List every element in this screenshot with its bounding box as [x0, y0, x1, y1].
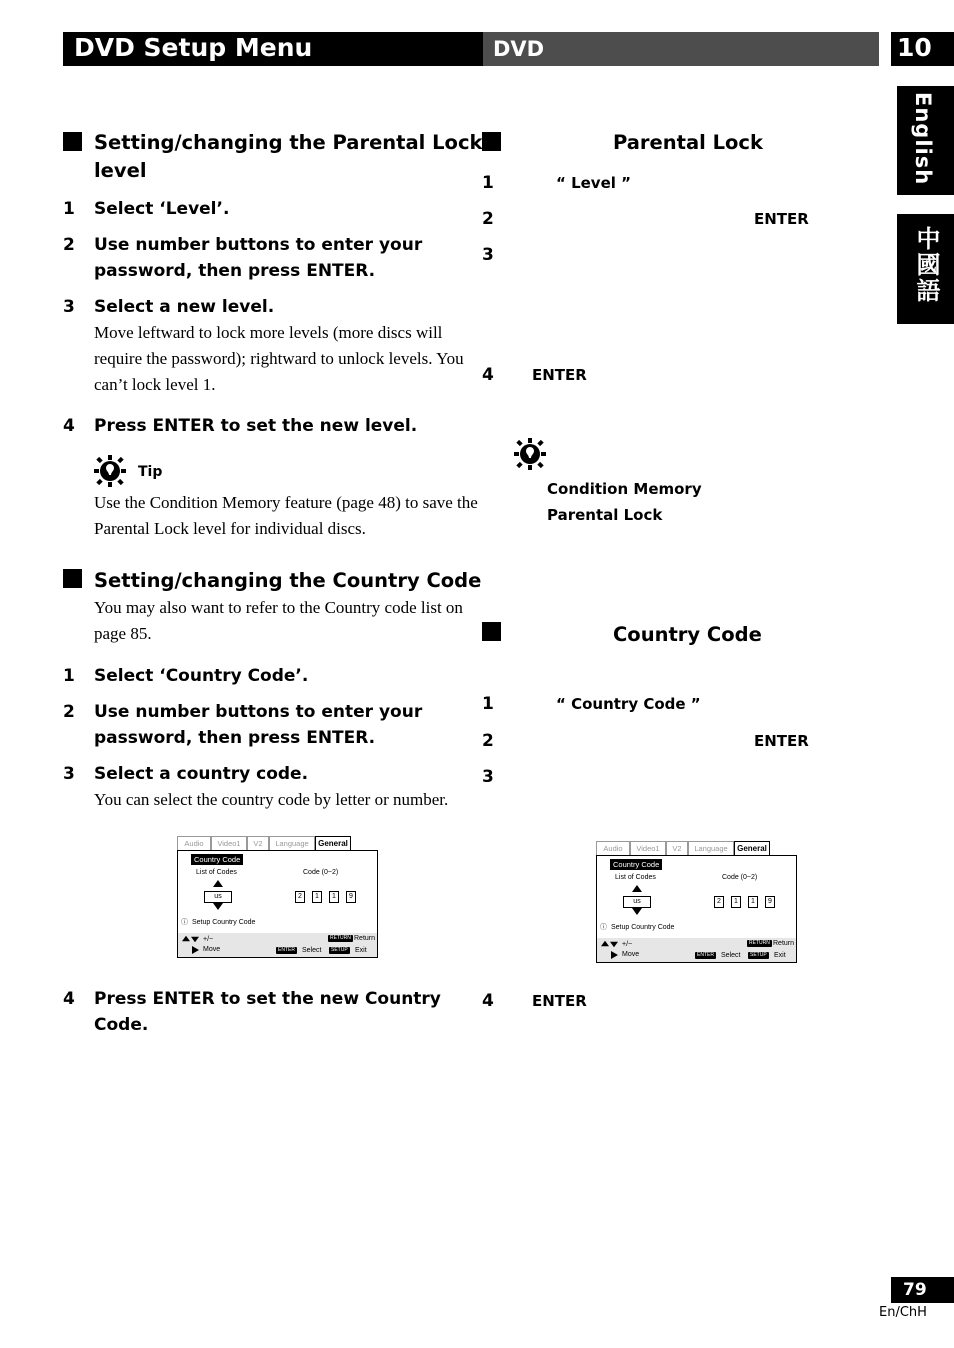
list-of-codes-label: List of Codes	[196, 869, 237, 876]
move-label: Move	[622, 951, 640, 958]
section-marker	[63, 569, 82, 588]
code-label: Code (0~2)	[303, 869, 339, 876]
info-icon: ⓘ	[181, 919, 188, 926]
tip-text: Use the Condition Memory feature (page 48) to save the	[94, 493, 478, 512]
intro-text: page 85.	[94, 624, 152, 643]
select-label: Select	[302, 947, 322, 954]
step-number: 1	[482, 694, 494, 714]
screen-tab-v2: V2	[247, 836, 269, 850]
plus-minus-label: +/−	[203, 936, 214, 943]
page-title: DVD Setup Menu	[74, 33, 313, 62]
step-number: 4	[482, 991, 494, 1011]
plus-minus-label: +/−	[622, 941, 633, 948]
step-number: 2	[482, 209, 494, 229]
info-icon: ⓘ	[600, 924, 607, 931]
step-text: Select ‘Level’.	[94, 199, 230, 219]
step-text: Code.	[94, 1015, 149, 1035]
setup-screen	[596, 841, 797, 963]
step-text: ENTER	[532, 992, 587, 1010]
tip-text: Parental Lock	[547, 506, 663, 524]
arrow-up-icon	[601, 941, 609, 947]
screen-tab-general: General	[734, 841, 770, 855]
arrow-down-icon	[191, 937, 199, 943]
move-label: Move	[203, 946, 221, 953]
intro-text: You may also want to refer to the Country code list on	[94, 598, 463, 617]
exit-label: Exit	[355, 947, 367, 954]
step-text: Select a new level.	[94, 297, 275, 317]
screen-tab-language: Language	[269, 836, 315, 850]
return-label: Return	[773, 940, 795, 947]
code-label: Code (0~2)	[722, 874, 758, 881]
step-description: Move leftward to lock more levels (more discs will	[94, 323, 443, 342]
section-heading: Country Code	[613, 623, 762, 646]
info-text: Setup Country Code	[192, 919, 256, 926]
arrow-right-icon	[611, 951, 618, 959]
step-number: 1	[482, 173, 494, 193]
enter-key: ENTER	[278, 947, 295, 953]
return-label: Return	[354, 935, 376, 942]
section-marker	[482, 132, 501, 151]
setup-key: SETUP	[331, 947, 348, 953]
arrow-down-icon	[213, 903, 223, 910]
arrow-up-icon	[213, 880, 223, 887]
screen-title: Country Code	[610, 859, 662, 870]
step-text: password, then press ENTER.	[94, 261, 376, 281]
page-number: 79	[903, 1280, 927, 1300]
arrow-down-icon	[632, 908, 642, 915]
code-digit: 9	[765, 896, 775, 908]
step-text: password, then press ENTER.	[94, 728, 376, 748]
header-dvd-label: DVD	[493, 37, 545, 61]
setup-key: SETUP	[750, 952, 767, 958]
arrow-right-icon	[192, 946, 199, 954]
step-text: “ Country Code ”	[556, 695, 701, 713]
screen-tab-video1: Video1	[630, 841, 666, 855]
screen-tab-video1: Video1	[211, 836, 247, 850]
code-digit: 2	[714, 896, 724, 908]
code-digit: 1	[329, 891, 339, 903]
step-text: Press ENTER to set the new Country	[94, 989, 441, 1009]
step-number: 3	[482, 767, 494, 787]
lightbulb-icon	[94, 455, 126, 487]
code-value: us	[623, 896, 651, 908]
enter-key: ENTER	[697, 952, 714, 958]
select-label: Select	[721, 952, 741, 959]
code-digit: 2	[295, 891, 305, 903]
arrow-up-icon	[632, 885, 642, 892]
screen-tab-audio: Audio	[177, 836, 211, 850]
return-key: RETURN	[749, 940, 770, 946]
step-text: Use number buttons to enter your	[94, 235, 423, 255]
tab-chinese-label: 中國語	[912, 226, 940, 304]
return-key: RETURN	[330, 935, 351, 941]
step-text: Use number buttons to enter your	[94, 702, 423, 722]
code-digit: 1	[748, 896, 758, 908]
info-text: Setup Country Code	[611, 924, 675, 931]
step-text: ENTER	[532, 366, 587, 384]
screen-control-bar	[178, 933, 377, 957]
step-number: 1	[63, 666, 75, 686]
page-number-badge	[891, 1277, 954, 1303]
step-text: ENTER	[754, 210, 809, 228]
step-description: You can select the country code by letter or number.	[94, 790, 449, 809]
section-marker	[482, 622, 501, 641]
step-number: 3	[63, 297, 75, 317]
code-value: us	[204, 891, 232, 903]
step-number: 3	[482, 245, 494, 265]
section-heading: Setting/changing the Country Code	[94, 569, 482, 592]
section-heading: Setting/changing the Parental Lock	[94, 131, 483, 154]
tip-label: Tip	[138, 464, 163, 480]
section-heading: level	[94, 159, 147, 182]
code-digit: 9	[346, 891, 356, 903]
code-digit: 1	[731, 896, 741, 908]
step-number: 2	[63, 702, 75, 722]
code-digit: 1	[312, 891, 322, 903]
tip-text: Parental Lock level for individual discs.	[94, 519, 366, 538]
arrow-up-icon	[182, 936, 190, 942]
arrow-down-icon	[610, 942, 618, 948]
screen-tab-general: General	[315, 836, 351, 850]
step-description: require the password); rightward to unlock levels. You	[94, 349, 464, 368]
step-number: 1	[63, 199, 75, 219]
section-heading: Parental Lock	[613, 131, 763, 154]
step-text: Select a country code.	[94, 764, 309, 784]
step-number: 4	[482, 365, 494, 385]
setup-screen	[177, 836, 378, 958]
language-code: En/ChH	[879, 1305, 927, 1320]
screen-tab-v2: V2	[666, 841, 688, 855]
tab-english	[897, 86, 954, 195]
step-text: Press ENTER to set the new level.	[94, 416, 418, 436]
screen-tab-language: Language	[688, 841, 734, 855]
step-number: 3	[63, 764, 75, 784]
step-number: 2	[63, 235, 75, 255]
tip-text: Condition Memory	[547, 480, 702, 498]
tab-chinese	[897, 214, 954, 324]
list-of-codes-label: List of Codes	[615, 874, 656, 881]
screen-control-bar	[597, 938, 796, 962]
lightbulb-icon	[514, 438, 546, 470]
step-number: 4	[63, 416, 75, 436]
step-description: can’t lock level 1.	[94, 375, 216, 394]
screen-title: Country Code	[191, 854, 243, 865]
chapter-number: 10	[897, 33, 932, 62]
step-text: “ Level ”	[556, 174, 631, 192]
exit-label: Exit	[774, 952, 786, 959]
step-number: 2	[482, 731, 494, 751]
step-text: Select ‘Country Code’.	[94, 666, 309, 686]
tab-english-label: English	[911, 92, 935, 186]
step-text: ENTER	[754, 732, 809, 750]
screen-tab-audio: Audio	[596, 841, 630, 855]
section-marker	[63, 132, 82, 151]
chapter-badge	[891, 32, 954, 66]
step-number: 4	[63, 989, 75, 1009]
